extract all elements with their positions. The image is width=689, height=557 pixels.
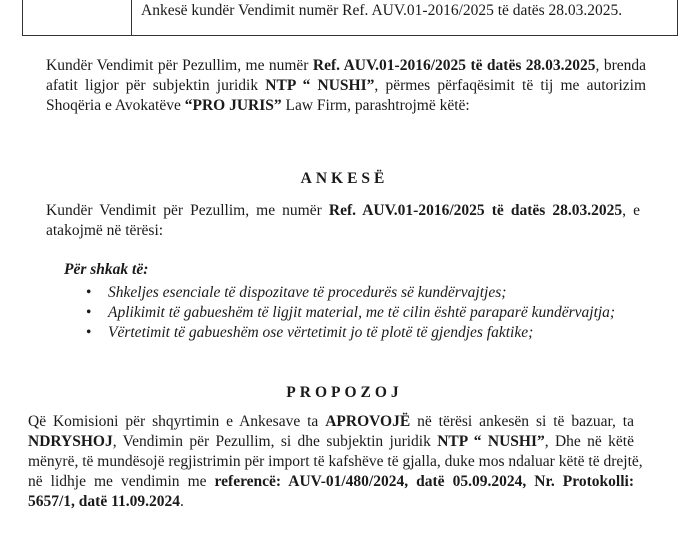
intro-line-1: Kundër Vendimit për Pezullim, me numër Ref. AUV.01-2016/2025 të datës 28.03.2025, brenda (46, 57, 647, 74)
bullet-icon: • (86, 324, 92, 341)
propozoj-line-5: 5657/1, datë 11.09.2024. (28, 493, 184, 510)
propozoj-line-2: NDRYSHOJ, Vendimin për Pezullim, si dhe subjektin juridik NTP “ NUSHI”, Dhe në këtë (28, 433, 634, 450)
ankese-line-2: atakojmë në tërësi: (46, 222, 164, 239)
propozoj-line-3: mënyrë, të mundësojë regjistrimin për import të kafshëve të gjalla, duke mos ndaluar këtë të drejtë, (28, 453, 643, 470)
propozoj-heading: PROPOZOJ (286, 384, 403, 401)
propozoj-line-4: në lidhje me vendimin me referencë: AUV-01/480/2024, datë 05.09.2024, Nr. Protokolli: (28, 473, 634, 490)
header-table (22, 0, 678, 36)
reasons-label: Për shkak të: (64, 261, 149, 278)
subject-name-2: NTP “ NUSHI” (437, 433, 545, 450)
approve-term: APROVOJË (325, 413, 411, 430)
protocol-number: 5657/1, datë 11.09.2024 (28, 493, 180, 510)
decision-reference: Ref. AUV.01-2016/2025 të datës 28.03.2025 (312, 57, 596, 74)
ankese-reference: Ref. AUV.01-2016/2025 të datës 28.03.2025 (328, 202, 623, 219)
ankese-paragraph (46, 201, 640, 241)
table-column-divider (131, 0, 132, 35)
protocol-reference: referencë: AUV-01/480/2024, datë 05.09.2024, Nr. Protokolli: (214, 473, 634, 490)
list-item: • Shkeljes esenciale të dispozitave të procedurës së kundërvajtjes; (86, 284, 507, 301)
intro-paragraph (46, 56, 646, 116)
propozoj-paragraph (28, 412, 643, 512)
bullet-icon: • (86, 304, 92, 321)
change-term: NDRYSHOJ (28, 433, 113, 450)
list-item: • Vërtetimit të gabueshëm ose vërtetimit jo të plotë të gjendjes faktike; (86, 324, 534, 341)
reasons-list (86, 283, 615, 343)
law-firm-name: “PRO JURIS” (184, 97, 282, 114)
propozoj-line-1: Që Komisioni për shqyrtimin e Ankesave ta APROVOJË në tërësi ankesën si të bazuar, ta (28, 413, 634, 430)
bullet-icon: • (86, 284, 92, 301)
ankese-line-1: Kundër Vendimit për Pezullim, me numër Ref. AUV.01-2016/2025 të datës 28.03.2025, e (46, 202, 640, 219)
subject-name: NTP “ NUSHI” (265, 77, 375, 94)
list-item: • Aplikimit të gabueshëm të ligjit material, me të cilin është paraparë kundërvajtja; (86, 304, 616, 321)
intro-line-3: Shoqëria e Avokatëve “PRO JURIS” Law Firm, parashtrojmë këtë: (46, 97, 470, 114)
ankese-heading: ANKESË (300, 170, 389, 187)
intro-line-2: afatit ligjor për subjektin juridik NTP “ NUSHI”, përmes përfaqësimit të tij me autorizim (46, 77, 647, 94)
table-cell-text: Ankesë kundër Vendimit numër Ref. AUV.01-2016/2025 të datës 28.03.2025. (141, 2, 623, 19)
